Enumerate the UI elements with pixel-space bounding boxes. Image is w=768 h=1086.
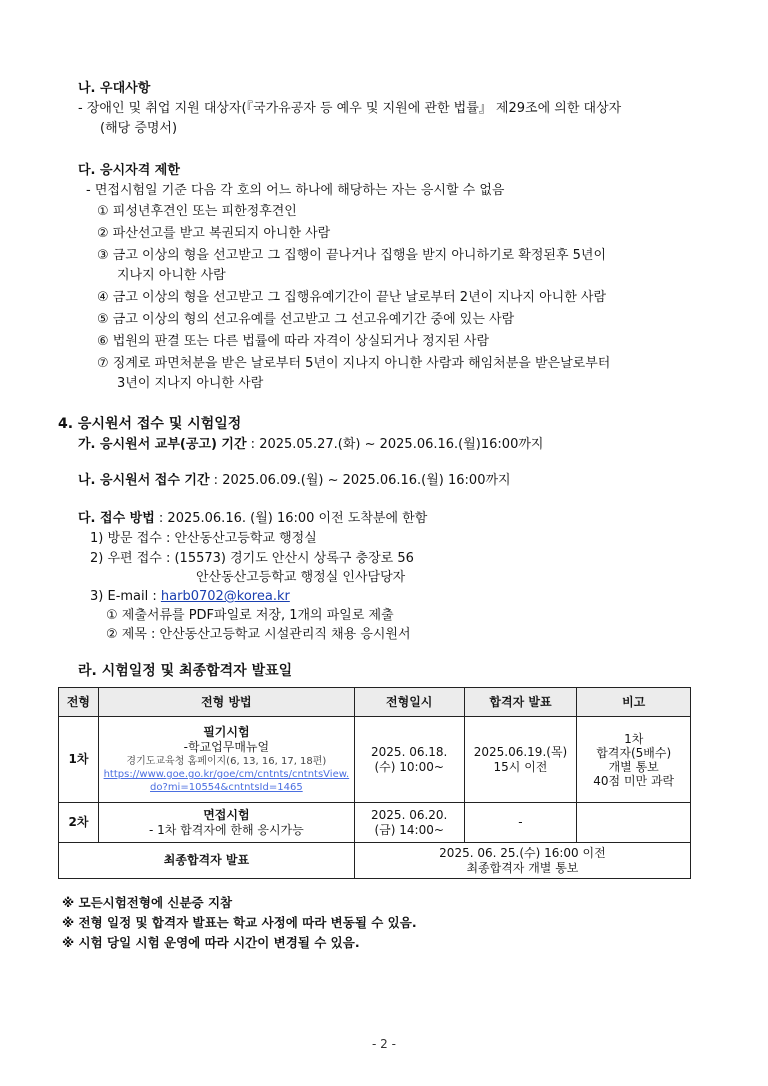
date-cell [354, 717, 464, 803]
section4-heading: 4. 응시원서 접수 및 시험일정 [58, 416, 242, 432]
manual-link-cont[interactable]: do?mi=10554&cntntsId=1465 [150, 782, 303, 793]
application-value: : 2025.06.09.(월) ~ 2025.06.16.(월) 16:00까지 [209, 473, 511, 488]
method-title: 필기시험 [203, 725, 250, 739]
final-value-cell [354, 843, 690, 879]
result-date: 2025.06.19.(목) [473, 744, 568, 759]
method-value: : 2025.06.16. (월) 16:00 이전 도착분에 한함 [154, 511, 428, 526]
distribution-value: : 2025.05.27.(화) ~ 2025.06.16.(월)16:00까지 [246, 437, 544, 452]
restriction-item: ⑥ 법원의 판결 또는 다른 법률에 따라 자격이 상실되거나 정지된 사람 [97, 334, 490, 349]
email-instruction: ① 제출서류를 PDF파일로 저장, 1개의 파일로 제출 [106, 608, 394, 623]
method-email [90, 588, 290, 606]
stage-cell: 1차 [59, 717, 99, 803]
note-line: 합격자(5배수) [596, 745, 672, 760]
restriction-item: ② 파산선고를 받고 복권되지 아니한 사람 [97, 226, 331, 241]
application-period [78, 472, 511, 490]
email-link[interactable]: harb0702@korea.kr [160, 589, 290, 604]
distribution-period [78, 436, 543, 454]
method-sub: -학교업무매뉴얼 [183, 740, 270, 754]
method-source: 경기도교육청 홈페이지(6, 13, 16, 17, 18편) [126, 756, 327, 767]
stage-cell: 2차 [59, 803, 99, 843]
restriction-item: ⑦ 징계로 파면처분을 받은 날로부터 5년이 지나지 아니한 사람과 해임처분을 받은날로부터 [97, 356, 611, 371]
final-label-cell: 최종합격자 발표 [59, 843, 355, 879]
method-post: 2) 우편 접수 : (15573) 경기도 안산시 상록구 충장로 56 [90, 551, 414, 566]
note-line: 40점 미만 과락 [593, 773, 675, 788]
email-instruction: ② 제목 : 안산동산고등학교 시설관리직 채용 응시원서 [106, 627, 411, 642]
restriction-item-cont: 3년이 지나지 아니한 사람 [117, 376, 264, 391]
section-da-heading: 다. 응시자격 제한 [78, 163, 180, 178]
method-cell [98, 803, 354, 843]
schedule-heading: 라. 시험일정 및 최종합격자 발표일 [78, 663, 293, 679]
method-title: 면접시험 [203, 807, 250, 822]
method-visit: 1) 방문 접수 : 안산동산고등학교 행정실 [90, 531, 317, 546]
method-post-recipient: 안산동산고등학교 행정실 인사담당자 [196, 570, 406, 585]
time-line: (수) 10:00~ [374, 759, 444, 774]
note-line: ※ 시험 당일 시험 운영에 따라 시간이 변경될 수 있음. [62, 935, 360, 950]
application-label: 나. 응시원서 접수 기간 [78, 473, 210, 488]
note-line: 개별 통보 [608, 759, 659, 774]
date-line: 2025. 06.18. [371, 744, 448, 759]
table-header-row [59, 688, 691, 717]
restriction-item-cont: 지나지 아니한 사람 [117, 268, 226, 283]
table-row [59, 843, 691, 879]
page-number: - 2 - [372, 1037, 396, 1051]
email-label: 3) E-mail : [90, 589, 161, 604]
restriction-intro: - 면접시험일 기준 다음 각 호의 어느 하나에 해당하는 자는 응시할 수 없음 [86, 183, 505, 198]
restriction-item: ④ 금고 이상의 형을 선고받고 그 집행유예기간이 끝난 날로부터 2년이 지나지 아니한 사람 [97, 290, 607, 305]
restriction-item: ① 피성년후견인 또는 피한정후견인 [97, 204, 297, 219]
note-line: 1차 [624, 731, 644, 746]
preference-text: - 장애인 및 취업 지원 대상자(『국가유공자 등 예우 및 지원에 관한 법률』 제29조에 의한 대상자 [78, 101, 622, 116]
table-row [59, 803, 691, 843]
header-note: 비고 [577, 688, 691, 717]
preference-proof: (해당 증명서) [100, 121, 178, 136]
result-time: 15시 이전 [493, 759, 548, 774]
manual-link[interactable]: https://www.goe.go.kr/goe/cm/cntnts/cntntsView. [103, 769, 350, 780]
final-date: 2025. 06. 25.(수) 16:00 이전 [439, 845, 606, 860]
header-date: 전형일시 [354, 688, 464, 717]
method-cell [98, 717, 354, 803]
method-sub: - 1차 합격자에 한해 응시가능 [149, 822, 304, 837]
date-line: 2025. 06.20. [371, 807, 448, 822]
note-cell [577, 717, 691, 803]
table-row [59, 717, 691, 803]
note-cell [577, 803, 691, 843]
restriction-item: ③ 금고 이상의 형을 선고받고 그 집행이 끝나거나 집행을 받지 아니하기로 확정된후 5년이 [97, 248, 607, 263]
header-stage: 전형 [59, 688, 99, 717]
header-method: 전형 방법 [98, 688, 354, 717]
schedule-table [58, 687, 691, 879]
final-notice: 최종합격자 개별 통보 [466, 860, 579, 875]
result-cell [464, 717, 577, 803]
restriction-item: ⑤ 금고 이상의 형의 선고유예를 선고받고 그 선고유예기간 중에 있는 사람 [97, 312, 515, 327]
time-line: (금) 14:00~ [374, 822, 444, 837]
method-label: 다. 접수 방법 [78, 511, 155, 526]
section-na-heading: 나. 우대사항 [78, 81, 151, 96]
application-method [78, 510, 427, 528]
result-cell: - [464, 803, 577, 843]
header-result: 합격자 발표 [464, 688, 577, 717]
date-cell [354, 803, 464, 843]
note-line: ※ 모든시험전형에 신분증 지참 [62, 895, 233, 910]
distribution-label: 가. 응시원서 교부(공고) 기간 [78, 437, 247, 452]
note-line: ※ 전형 일정 및 합격자 발표는 학교 사정에 따라 변동될 수 있음. [62, 915, 417, 930]
